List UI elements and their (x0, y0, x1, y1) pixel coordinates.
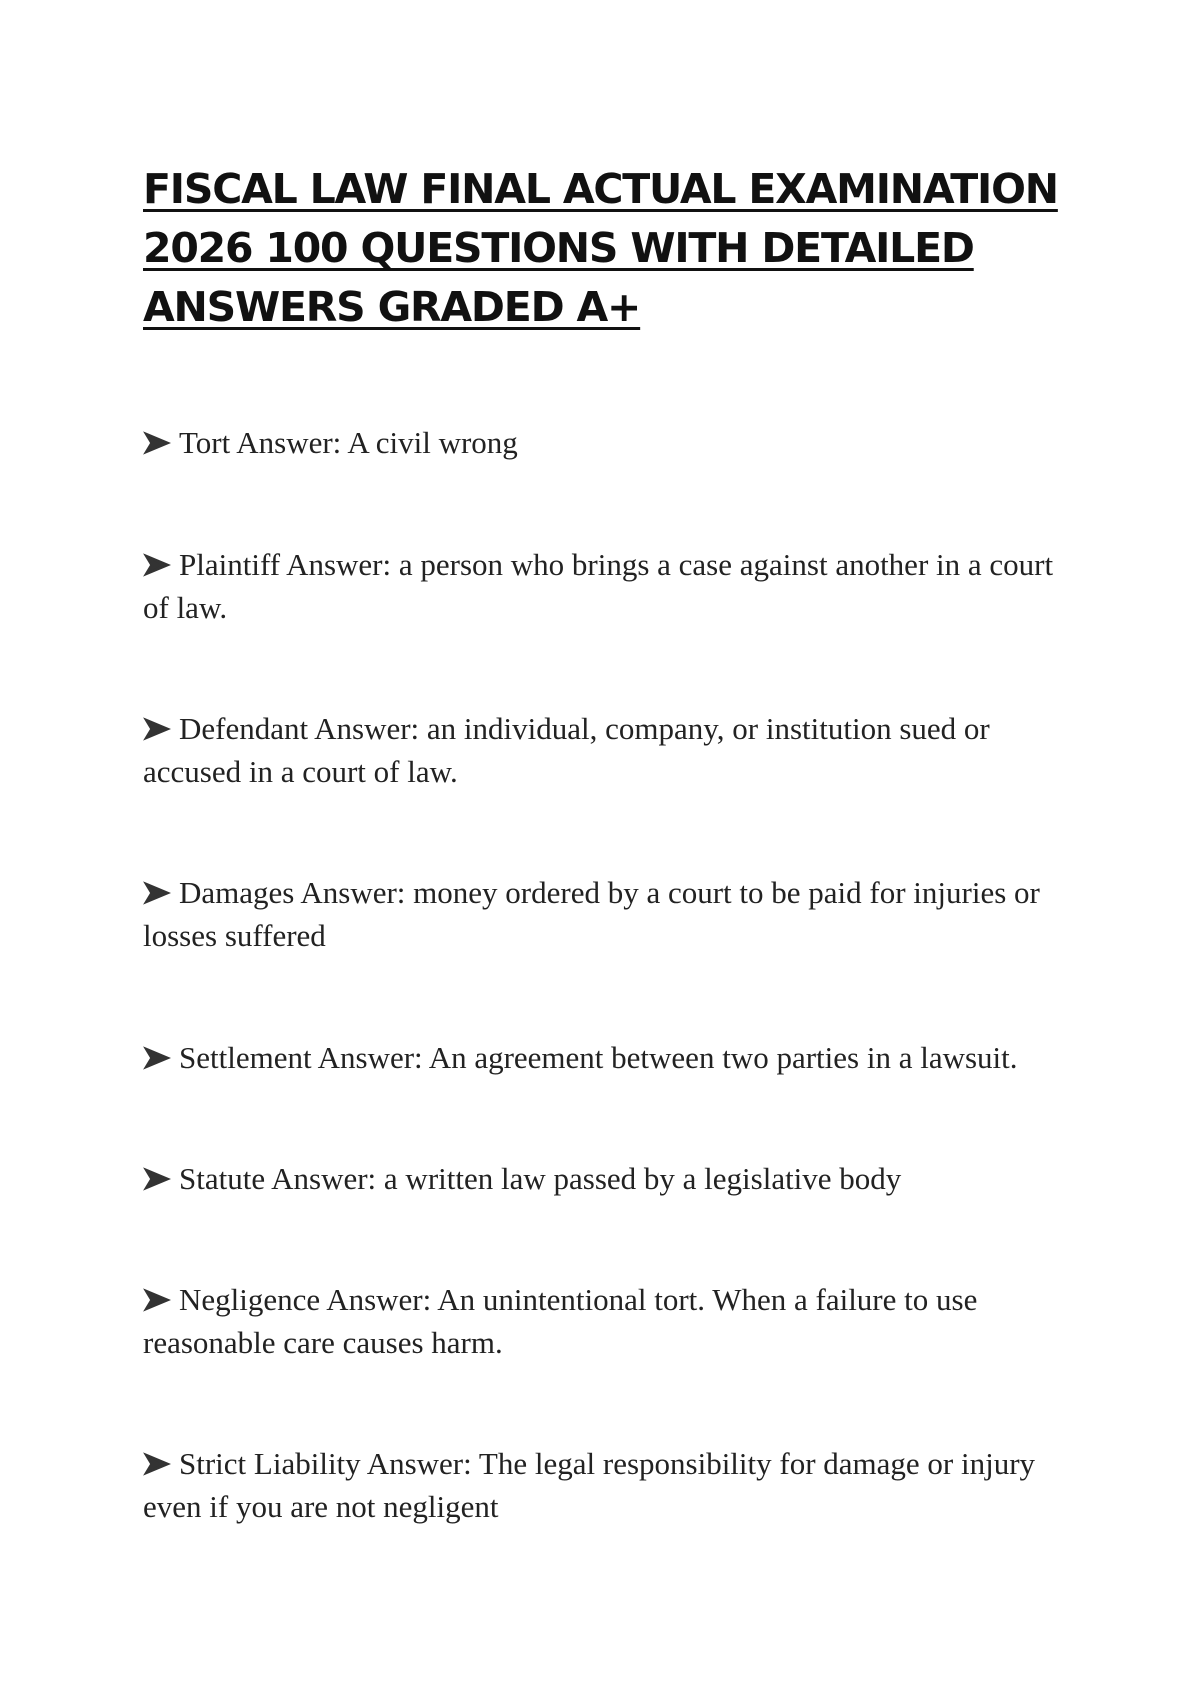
qa-item-statute (143, 1157, 1073, 1200)
qa-item-plaintiff (143, 543, 1073, 629)
triple-chevron-right-icon (143, 881, 171, 905)
triple-chevron-right-icon (143, 431, 171, 455)
triple-chevron-right-icon (143, 1452, 171, 1476)
triple-chevron-right-icon (143, 1046, 171, 1070)
qa-text: Statute Answer: a written law passed by a legislative body (179, 1161, 902, 1196)
triple-chevron-right-icon (143, 1167, 171, 1191)
qa-text: Negligence Answer: An unintentional tort. When a failure to use reasonable care causes harm. (143, 1282, 978, 1360)
qa-item-settlement (143, 1036, 1073, 1079)
qa-item-defendant (143, 707, 1073, 793)
qa-text: Damages Answer: money ordered by a court to be paid for injuries or losses suffered (143, 875, 1040, 953)
qa-text: Defendant Answer: an individual, company, or institution sued or accused in a court of law. (143, 711, 990, 789)
qa-text: Tort Answer: A civil wrong (179, 425, 518, 460)
qa-text: Settlement Answer: An agreement between two parties in a lawsuit. (179, 1040, 1018, 1075)
qa-item-negligence (143, 1278, 1073, 1364)
qa-text: Strict Liability Answer: The legal responsibility for damage or injury even if you are not negligent (143, 1446, 1036, 1524)
qa-item-strict-liability (143, 1442, 1073, 1528)
triple-chevron-right-icon (143, 553, 171, 577)
triple-chevron-right-icon (143, 1288, 171, 1312)
qa-text: Plaintiff Answer: a person who brings a case against another in a court of law. (143, 547, 1054, 625)
qa-item-damages (143, 871, 1073, 957)
qa-item-tort (143, 421, 1073, 464)
document-title: FISCAL LAW FINAL ACTUAL EXAMINATION 2026 100 QUESTIONS WITH DETAILED ANSWERS GRADED A+ (143, 165, 1058, 331)
triple-chevron-right-icon (143, 717, 171, 741)
